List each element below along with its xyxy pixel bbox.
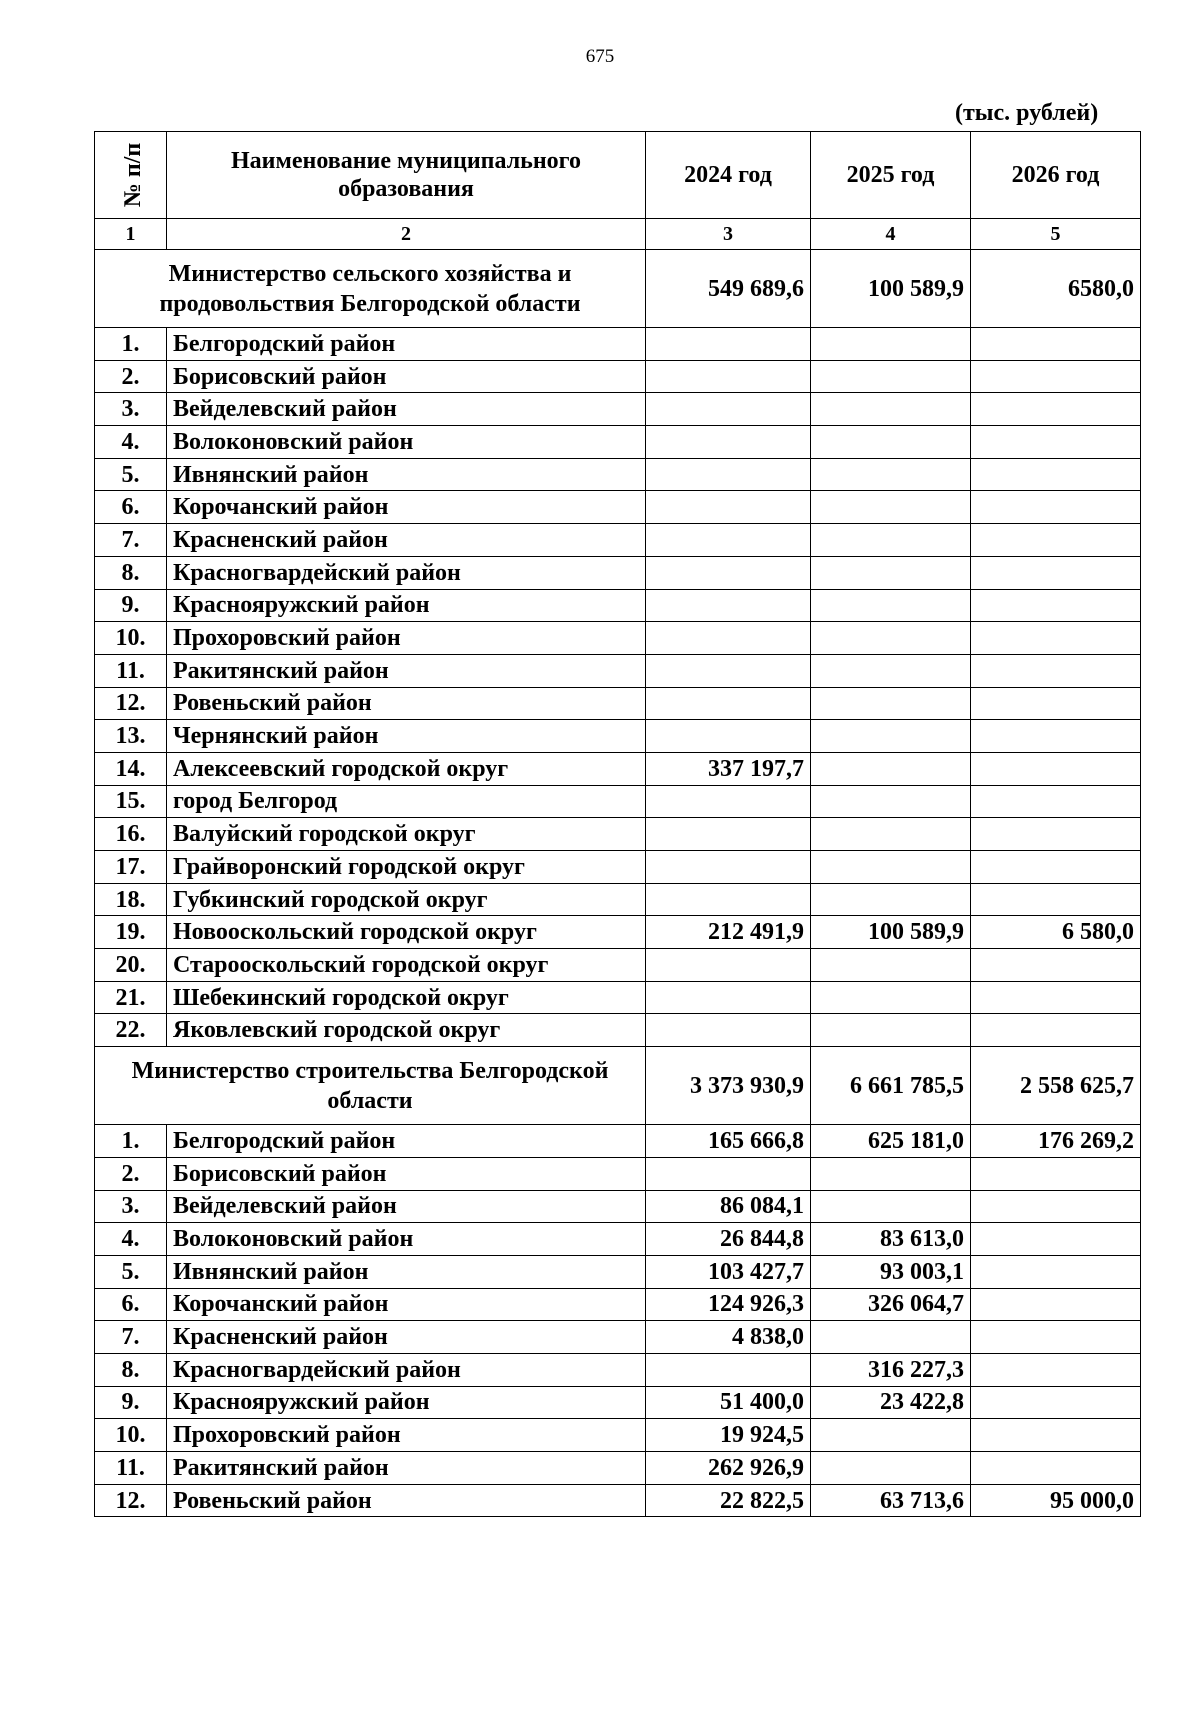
municipality-name: Красненский район xyxy=(167,1321,646,1354)
units-label: (тыс. рублей) xyxy=(955,100,1099,126)
amount-cell xyxy=(646,556,811,589)
section-header-row xyxy=(95,250,1141,328)
municipality-name: Старооскольский городской округ xyxy=(167,949,646,982)
amount-cell xyxy=(811,426,971,459)
table-row xyxy=(95,1125,1141,1158)
municipality-name: Ровеньский район xyxy=(167,1484,646,1517)
header-2025: 2025 год xyxy=(811,132,971,219)
amount-cell: 262 926,9 xyxy=(646,1452,811,1485)
amount-cell xyxy=(811,589,971,622)
table-row xyxy=(95,524,1141,557)
row-number: 16. xyxy=(95,818,167,851)
row-number: 20. xyxy=(95,949,167,982)
amount-cell: 337 197,7 xyxy=(646,752,811,785)
municipality-name: Красногвардейский район xyxy=(167,556,646,589)
table-row xyxy=(95,883,1141,916)
row-number: 3. xyxy=(95,1190,167,1223)
amount-cell: 93 003,1 xyxy=(811,1255,971,1288)
amount-cell xyxy=(811,785,971,818)
table-row xyxy=(95,1157,1141,1190)
amount-cell xyxy=(971,1452,1141,1485)
amount-cell xyxy=(971,524,1141,557)
row-number: 4. xyxy=(95,1223,167,1256)
amount-cell: 103 427,7 xyxy=(646,1255,811,1288)
amount-cell xyxy=(646,328,811,361)
row-number: 9. xyxy=(95,1386,167,1419)
amount-cell xyxy=(646,785,811,818)
municipality-name: Алексеевский городской округ xyxy=(167,752,646,785)
row-number: 8. xyxy=(95,1353,167,1386)
amount-cell xyxy=(971,1014,1141,1047)
amount-cell xyxy=(811,622,971,655)
row-number: 13. xyxy=(95,720,167,753)
table-row xyxy=(95,1353,1141,1386)
column-number: 5 xyxy=(971,219,1141,250)
municipality-name: Вейделевский район xyxy=(167,393,646,426)
amount-cell xyxy=(646,818,811,851)
amount-cell xyxy=(971,818,1141,851)
table-row xyxy=(95,1419,1141,1452)
table-row xyxy=(95,981,1141,1014)
table-row xyxy=(95,1223,1141,1256)
amount-cell xyxy=(971,556,1141,589)
amount-cell xyxy=(811,654,971,687)
table-row xyxy=(95,851,1141,884)
municipality-name: Шебекинский городской округ xyxy=(167,981,646,1014)
column-numbers-row xyxy=(95,219,1141,250)
amount-cell xyxy=(646,687,811,720)
row-number: 17. xyxy=(95,851,167,884)
municipality-name: Ракитянский район xyxy=(167,654,646,687)
amount-cell: 165 666,8 xyxy=(646,1125,811,1158)
amount-cell xyxy=(646,360,811,393)
amount-cell xyxy=(971,393,1141,426)
amount-cell xyxy=(646,393,811,426)
municipality-name: Грайворонский городской округ xyxy=(167,851,646,884)
amount-cell xyxy=(646,524,811,557)
municipality-name: Яковлевский городской округ xyxy=(167,1014,646,1047)
table-row xyxy=(95,654,1141,687)
table-row xyxy=(95,1452,1141,1485)
municipality-name: Краснояружский район xyxy=(167,1386,646,1419)
amount-cell: 6 580,0 xyxy=(971,916,1141,949)
row-number: 19. xyxy=(95,916,167,949)
row-number: 22. xyxy=(95,1014,167,1047)
amount-cell xyxy=(971,1386,1141,1419)
amount-cell xyxy=(646,426,811,459)
municipality-name: Губкинский городской округ xyxy=(167,883,646,916)
table-row xyxy=(95,491,1141,524)
amount-cell xyxy=(971,1288,1141,1321)
row-number: 14. xyxy=(95,752,167,785)
amount-cell xyxy=(646,720,811,753)
amount-cell xyxy=(646,1014,811,1047)
table-body xyxy=(95,250,1141,1517)
amount-cell xyxy=(811,818,971,851)
amount-cell: 95 000,0 xyxy=(971,1484,1141,1517)
amount-cell xyxy=(971,589,1141,622)
section-name: Министерство строительства Белгородской области xyxy=(95,1047,646,1125)
municipality-name: Волоконовский район xyxy=(167,1223,646,1256)
table-row xyxy=(95,1484,1141,1517)
row-number: 21. xyxy=(95,981,167,1014)
row-number: 2. xyxy=(95,1157,167,1190)
section-total: 549 689,6 xyxy=(646,250,811,328)
amount-cell: 83 613,0 xyxy=(811,1223,971,1256)
table-row xyxy=(95,1190,1141,1223)
amount-cell xyxy=(971,752,1141,785)
row-number: 10. xyxy=(95,622,167,655)
amount-cell xyxy=(811,883,971,916)
amount-cell xyxy=(811,687,971,720)
table-row xyxy=(95,916,1141,949)
header-row xyxy=(95,132,1141,219)
amount-cell: 100 589,9 xyxy=(811,916,971,949)
amount-cell xyxy=(971,328,1141,361)
table-row xyxy=(95,1014,1141,1047)
row-number: 10. xyxy=(95,1419,167,1452)
amount-cell xyxy=(971,360,1141,393)
table-row xyxy=(95,589,1141,622)
column-number: 1 xyxy=(95,219,167,250)
municipality-name: Чернянский район xyxy=(167,720,646,753)
municipality-name: Валуйский городской округ xyxy=(167,818,646,851)
section-total: 6580,0 xyxy=(971,250,1141,328)
amount-cell xyxy=(971,1321,1141,1354)
municipality-name: Белгородский район xyxy=(167,1125,646,1158)
amount-cell: 51 400,0 xyxy=(646,1386,811,1419)
table-row xyxy=(95,328,1141,361)
table-row xyxy=(95,1386,1141,1419)
amount-cell xyxy=(811,556,971,589)
table-row xyxy=(95,393,1141,426)
row-number: 18. xyxy=(95,883,167,916)
row-number: 2. xyxy=(95,360,167,393)
amount-cell xyxy=(811,981,971,1014)
amount-cell xyxy=(971,1419,1141,1452)
amount-cell xyxy=(811,393,971,426)
row-number: 11. xyxy=(95,1452,167,1485)
amount-cell xyxy=(646,1157,811,1190)
section-total: 100 589,9 xyxy=(811,250,971,328)
table-row xyxy=(95,622,1141,655)
municipality-name: Волоконовский район xyxy=(167,426,646,459)
table-row xyxy=(95,785,1141,818)
amount-cell: 26 844,8 xyxy=(646,1223,811,1256)
amount-cell xyxy=(971,622,1141,655)
amount-cell xyxy=(971,654,1141,687)
amount-cell xyxy=(646,949,811,982)
municipality-name: Белгородский район xyxy=(167,328,646,361)
amount-cell: 23 422,8 xyxy=(811,1386,971,1419)
amount-cell xyxy=(971,426,1141,459)
table-row xyxy=(95,360,1141,393)
municipality-name: Корочанский район xyxy=(167,491,646,524)
row-number: 6. xyxy=(95,1288,167,1321)
amount-cell xyxy=(971,1223,1141,1256)
municipality-name: Краснояружский район xyxy=(167,589,646,622)
table-row xyxy=(95,1321,1141,1354)
table-row xyxy=(95,426,1141,459)
table-row xyxy=(95,720,1141,753)
table-row xyxy=(95,556,1141,589)
amount-cell: 326 064,7 xyxy=(811,1288,971,1321)
amount-cell xyxy=(646,589,811,622)
amount-cell xyxy=(971,981,1141,1014)
amount-cell xyxy=(646,1353,811,1386)
amount-cell: 63 713,6 xyxy=(811,1484,971,1517)
row-number: 3. xyxy=(95,393,167,426)
amount-cell xyxy=(971,491,1141,524)
row-number: 8. xyxy=(95,556,167,589)
amount-cell xyxy=(971,851,1141,884)
header-name: Наименование муниципального образования xyxy=(167,132,646,219)
amount-cell xyxy=(971,687,1141,720)
amount-cell xyxy=(646,622,811,655)
amount-cell xyxy=(811,491,971,524)
amount-cell xyxy=(971,458,1141,491)
row-number: 4. xyxy=(95,426,167,459)
section-name: Министерство сельского хозяйства и продовольствия Белгородской области xyxy=(95,250,646,328)
amount-cell: 176 269,2 xyxy=(971,1125,1141,1158)
table-row xyxy=(95,458,1141,491)
row-number: 1. xyxy=(95,1125,167,1158)
amount-cell xyxy=(811,328,971,361)
municipality-name: Ровеньский район xyxy=(167,687,646,720)
amount-cell xyxy=(971,1190,1141,1223)
municipality-name: Борисовский район xyxy=(167,1157,646,1190)
municipality-name: Красненский район xyxy=(167,524,646,557)
amount-cell xyxy=(971,1353,1141,1386)
amount-cell xyxy=(811,1157,971,1190)
amount-cell xyxy=(811,1452,971,1485)
amount-cell xyxy=(811,752,971,785)
municipality-name: город Белгород xyxy=(167,785,646,818)
table-row xyxy=(95,1255,1141,1288)
row-number: 9. xyxy=(95,589,167,622)
amount-cell xyxy=(971,949,1141,982)
amount-cell xyxy=(811,720,971,753)
amount-cell xyxy=(646,654,811,687)
amount-cell xyxy=(811,1321,971,1354)
row-number: 12. xyxy=(95,1484,167,1517)
column-number: 4 xyxy=(811,219,971,250)
amount-cell: 625 181,0 xyxy=(811,1125,971,1158)
section-total: 6 661 785,5 xyxy=(811,1047,971,1125)
amount-cell xyxy=(646,491,811,524)
amount-cell xyxy=(646,458,811,491)
amount-cell: 316 227,3 xyxy=(811,1353,971,1386)
table-row xyxy=(95,949,1141,982)
section-header-row xyxy=(95,1047,1141,1125)
municipality-name: Ивнянский район xyxy=(167,1255,646,1288)
amount-cell xyxy=(811,1190,971,1223)
amount-cell xyxy=(971,720,1141,753)
municipality-name: Красногвардейский район xyxy=(167,1353,646,1386)
amount-cell xyxy=(971,785,1141,818)
table-row xyxy=(95,687,1141,720)
row-number: 1. xyxy=(95,328,167,361)
municipality-name: Корочанский район xyxy=(167,1288,646,1321)
municipality-name: Новооскольский городской округ xyxy=(167,916,646,949)
amount-cell xyxy=(971,883,1141,916)
row-number: 7. xyxy=(95,1321,167,1354)
row-number: 11. xyxy=(95,654,167,687)
amount-cell xyxy=(811,524,971,557)
amount-cell xyxy=(646,981,811,1014)
municipality-name: Вейделевский район xyxy=(167,1190,646,1223)
row-number: 5. xyxy=(95,1255,167,1288)
amount-cell xyxy=(811,949,971,982)
table-row xyxy=(95,752,1141,785)
row-number: 12. xyxy=(95,687,167,720)
municipality-name: Прохоровский район xyxy=(167,622,646,655)
amount-cell xyxy=(811,851,971,884)
amount-cell: 124 926,3 xyxy=(646,1288,811,1321)
municipality-name: Ракитянский район xyxy=(167,1452,646,1485)
header-2026: 2026 год xyxy=(971,132,1141,219)
amount-cell: 4 838,0 xyxy=(646,1321,811,1354)
column-number: 2 xyxy=(167,219,646,250)
amount-cell: 22 822,5 xyxy=(646,1484,811,1517)
amount-cell xyxy=(811,458,971,491)
page-number: 675 xyxy=(585,46,615,67)
row-number: 15. xyxy=(95,785,167,818)
amount-cell xyxy=(971,1255,1141,1288)
municipality-name: Прохоровский район xyxy=(167,1419,646,1452)
amount-cell xyxy=(646,851,811,884)
amount-cell: 19 924,5 xyxy=(646,1419,811,1452)
column-number: 3 xyxy=(646,219,811,250)
amount-cell: 212 491,9 xyxy=(646,916,811,949)
row-number: 6. xyxy=(95,491,167,524)
amount-cell xyxy=(971,1157,1141,1190)
header-number: № п/п xyxy=(95,132,167,219)
row-number: 7. xyxy=(95,524,167,557)
amount-cell xyxy=(646,883,811,916)
amount-cell xyxy=(811,360,971,393)
row-number: 5. xyxy=(95,458,167,491)
amount-cell xyxy=(811,1419,971,1452)
table-row xyxy=(95,1288,1141,1321)
header-2024: 2024 год xyxy=(646,132,811,219)
budget-table xyxy=(94,131,1141,1517)
municipality-name: Ивнянский район xyxy=(167,458,646,491)
section-total: 3 373 930,9 xyxy=(646,1047,811,1125)
section-total: 2 558 625,7 xyxy=(971,1047,1141,1125)
amount-cell: 86 084,1 xyxy=(646,1190,811,1223)
table-row xyxy=(95,818,1141,851)
municipality-name: Борисовский район xyxy=(167,360,646,393)
amount-cell xyxy=(811,1014,971,1047)
